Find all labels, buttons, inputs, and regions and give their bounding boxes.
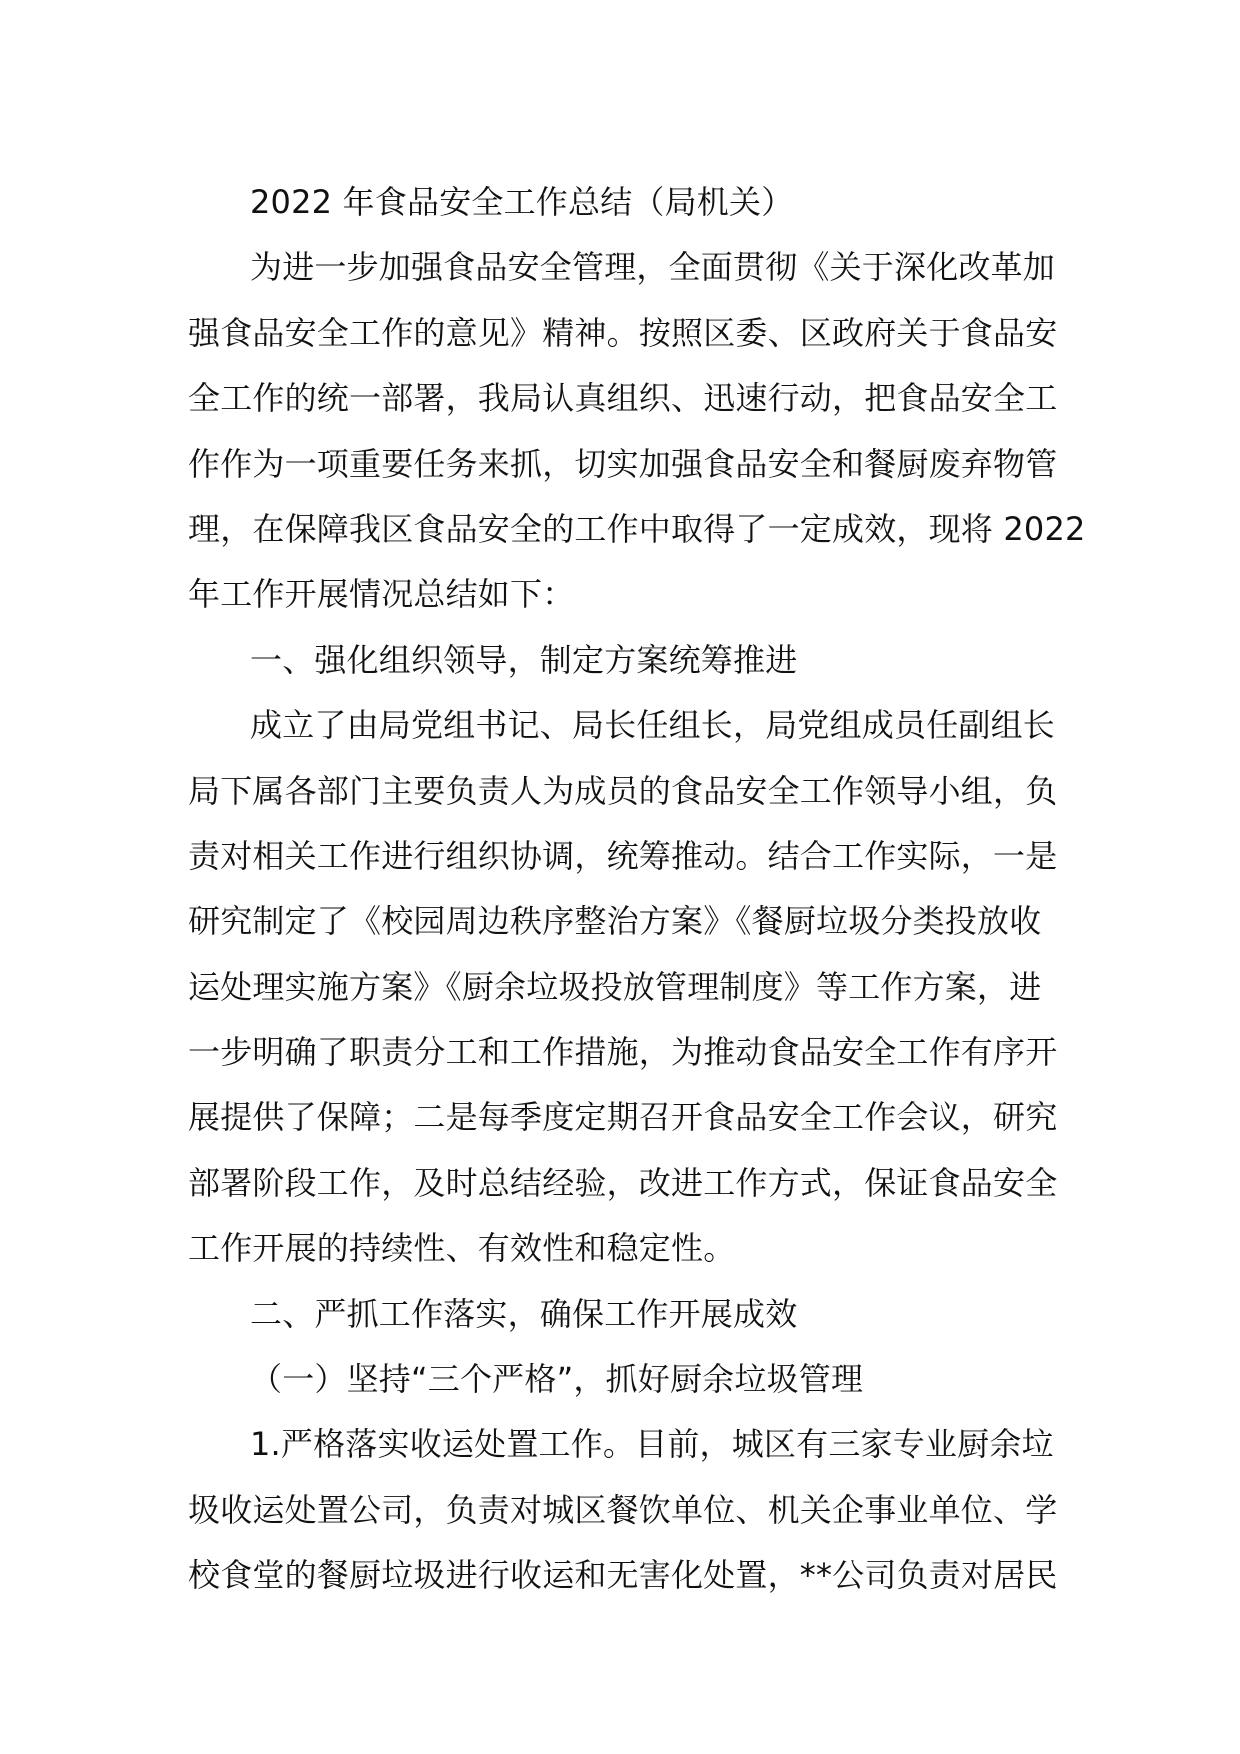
paragraph-line: 局下属各部门主要负责人为成员的食品安全工作领导小组，负: [188, 771, 1058, 810]
paragraph-line: 圾收运处置公司，负责对城区餐饮单位、机关企事业单位、学: [188, 1490, 1058, 1529]
paragraph-line: 责对相关工作进行组织协调，统筹推动。结合工作实际，一是: [188, 836, 1058, 875]
paragraph-line: 展提供了保障；二是每季度定期召开食品安全工作会议，研究: [188, 1098, 1058, 1137]
document-body: [188, 170, 1086, 1609]
paragraph-line: 强食品安全工作的意见》精神。按照区委、区政府关于食品安: [188, 313, 1058, 352]
paragraph-line: 校食堂的餐厨垃圾进行收运和无害化处置，**公司负责对居民: [188, 1556, 1058, 1595]
paragraph-line: 1.严格落实收运处置工作。目前，城区有三家专业厨余垃: [250, 1425, 1054, 1464]
paragraph-line: 全工作的统一部署，我局认真组织、迅速行动，把食品安全工: [188, 379, 1058, 418]
paragraph-line: 工作开展的持续性、有效性和稳定性。: [188, 1229, 736, 1268]
paragraph-line: 一步明确了职责分工和工作措施，为推动食品安全工作有序开: [188, 1033, 1058, 1072]
subsection-heading: （一）坚持“三个严格”，抓好厨余垃圾管理: [250, 1360, 864, 1399]
paragraph-line: 研究制定了《校园周边秩序整治方案》《餐厨垃圾分类投放收: [188, 902, 1042, 941]
section-heading: 一、强化组织领导，制定方案统筹推进: [250, 640, 798, 679]
paragraph-line: 作作为一项重要任务来抓，切实加强食品安全和餐厨废弃物管: [188, 444, 1058, 483]
paragraph-line: 年工作开展情况总结如下：: [188, 575, 575, 614]
paragraph-line: 理，在保障我区食品安全的工作中取得了一定成效，现将 2022: [188, 509, 1086, 548]
paragraph-line: 运处理实施方案》《厨余垃圾投放管理制度》等工作方案，进: [188, 967, 1042, 1006]
paragraph-line: 成立了由局党组书记、局长任组长，局党组成员任副组长: [250, 706, 1056, 745]
document-title: 2022 年食品安全工作总结（局机关）: [250, 183, 794, 221]
section-heading: 二、严抓工作落实，确保工作开展成效: [250, 1294, 798, 1333]
paragraph-line: 部署阶段工作，及时总结经验，改进工作方式，保证食品安全: [188, 1163, 1058, 1202]
paragraph-line: 为进一步加强食品安全管理，全面贯彻《关于深化改革加: [250, 248, 1056, 287]
